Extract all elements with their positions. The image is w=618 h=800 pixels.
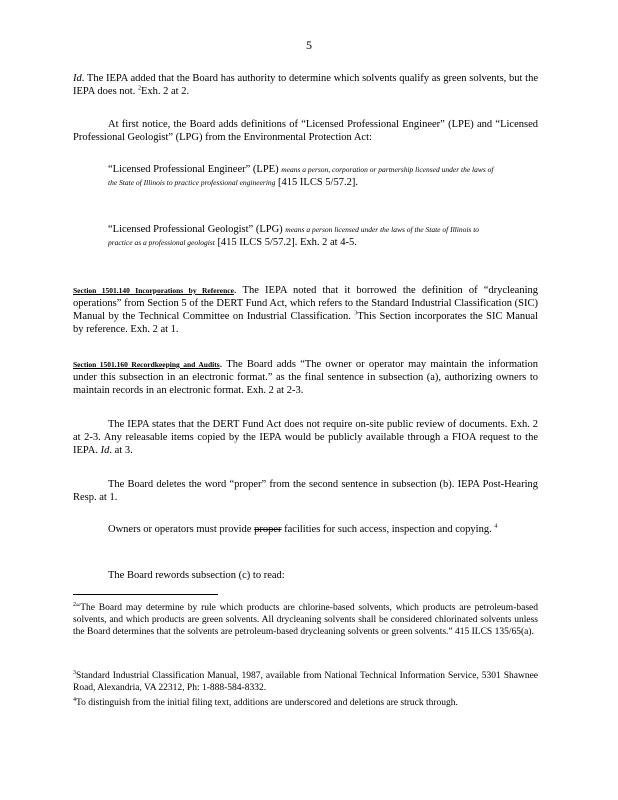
- footnote-divider: [73, 594, 218, 595]
- footnote-ref-2[interactable]: 2: [137, 85, 141, 92]
- footnote-ref-4[interactable]: 4: [494, 523, 498, 530]
- struck-word: proper: [254, 524, 282, 535]
- footnote-3: $^3$Standard Industrial Classification Manual, 1987, available from National Technical Information Service, 5301 Shawnee Road, Alexandria, VA 22312, Ph: 1-888-584-8332.: [73, 669, 538, 693]
- section-heading: Section 1501.160 Recordkeeping and Audits: [73, 360, 220, 369]
- section-heading: Section 1501.140 Incorporations by Reference: [73, 286, 234, 295]
- paragraph-public-review: The IEPA states that the DERT Fund Act does not require on-site public review of documents. Exh. 2 at 2-3. Any releasable items copied by the IEPA would be publicly available through a FIOA request to the IEPA. Id. at 3.: [73, 419, 538, 456]
- section-1501-140: Section 1501.140 Incorporations by Reference. The IEPA noted that it borrowed the definition of “drycleaning operations” from Section 5 of the DERT Fund Act, which refers to the Standard Industrial Classification (SIC) Manual by the Technical Committee on Industrial Classification. $^3$This Section incorporates the SIC Manual by reference. Exh. 2 at 1.: [73, 285, 538, 335]
- id-citation: Id: [100, 445, 110, 456]
- page-number: 5: [306, 38, 312, 52]
- paragraph-green-solvents: Id. The IEPA added that the Board has authority to determine which solvents qualify as green solvents, but the IEPA does not. $^2$Exh. 2 at 2.: [73, 73, 538, 97]
- paragraph-owners-operators: Owners or operators must provide proper facilities for such access, inspection and copying. $^4$: [108, 523, 498, 535]
- footnote-ref-3[interactable]: 3: [354, 310, 358, 317]
- id-citation: Id: [73, 73, 82, 84]
- quote-lpg-definition: “Licensed Professional Geologist” (LPG) means a person licensed under the laws of the State of Illinois to practice as a professional geologist [415 ILCS 5/57.2]. Exh. 2 at 4-5.: [108, 224, 480, 248]
- footnote-2: $^2$“The Board may determine by rule which products are chlorine-based solvents, which products are petroleum-based solvents, and which products are green solvents. All drycleaning solvents shall be considered chlorinated solvents unless the Board determines that the solvents are petroleum-based drycleaning solvents or green solvents.” 415 ILCS 135/65(a).: [73, 601, 538, 637]
- footnote-4: $^4$To distinguish from the initial filing text, additions are underscored and deletions are struck through.: [73, 696, 458, 708]
- paragraph-definitions-intro: At first notice, the Board adds definitions of “Licensed Professional Engineer” (LPE) and “Licensed Professional Geologist” (LPG) from the Environmental Protection Act:: [73, 119, 538, 143]
- paragraph-delete-proper: The Board deletes the word “proper” from the second sentence in subsection (b). IEPA Post-Hearing Resp. at 1.: [73, 479, 538, 503]
- section-1501-160: Section 1501.160 Recordkeeping and Audits. The Board adds “The owner or operator may maintain the information under this subsection in an electronic format.” as the final sentence in subsection (a), authorizing owners to maintain records in an electronic format. Exh. 2 at 2-3.: [73, 359, 538, 396]
- paragraph-reword-subsection-c: The Board rewords subsection (c) to read:: [108, 570, 285, 581]
- quote-lpe-definition: “Licensed Professional Engineer” (LPE) means a person, corporation or partnership licensed under the laws of the State of Illinois to practice professional engineering [415 ILCS 5/57.2].: [108, 164, 494, 188]
